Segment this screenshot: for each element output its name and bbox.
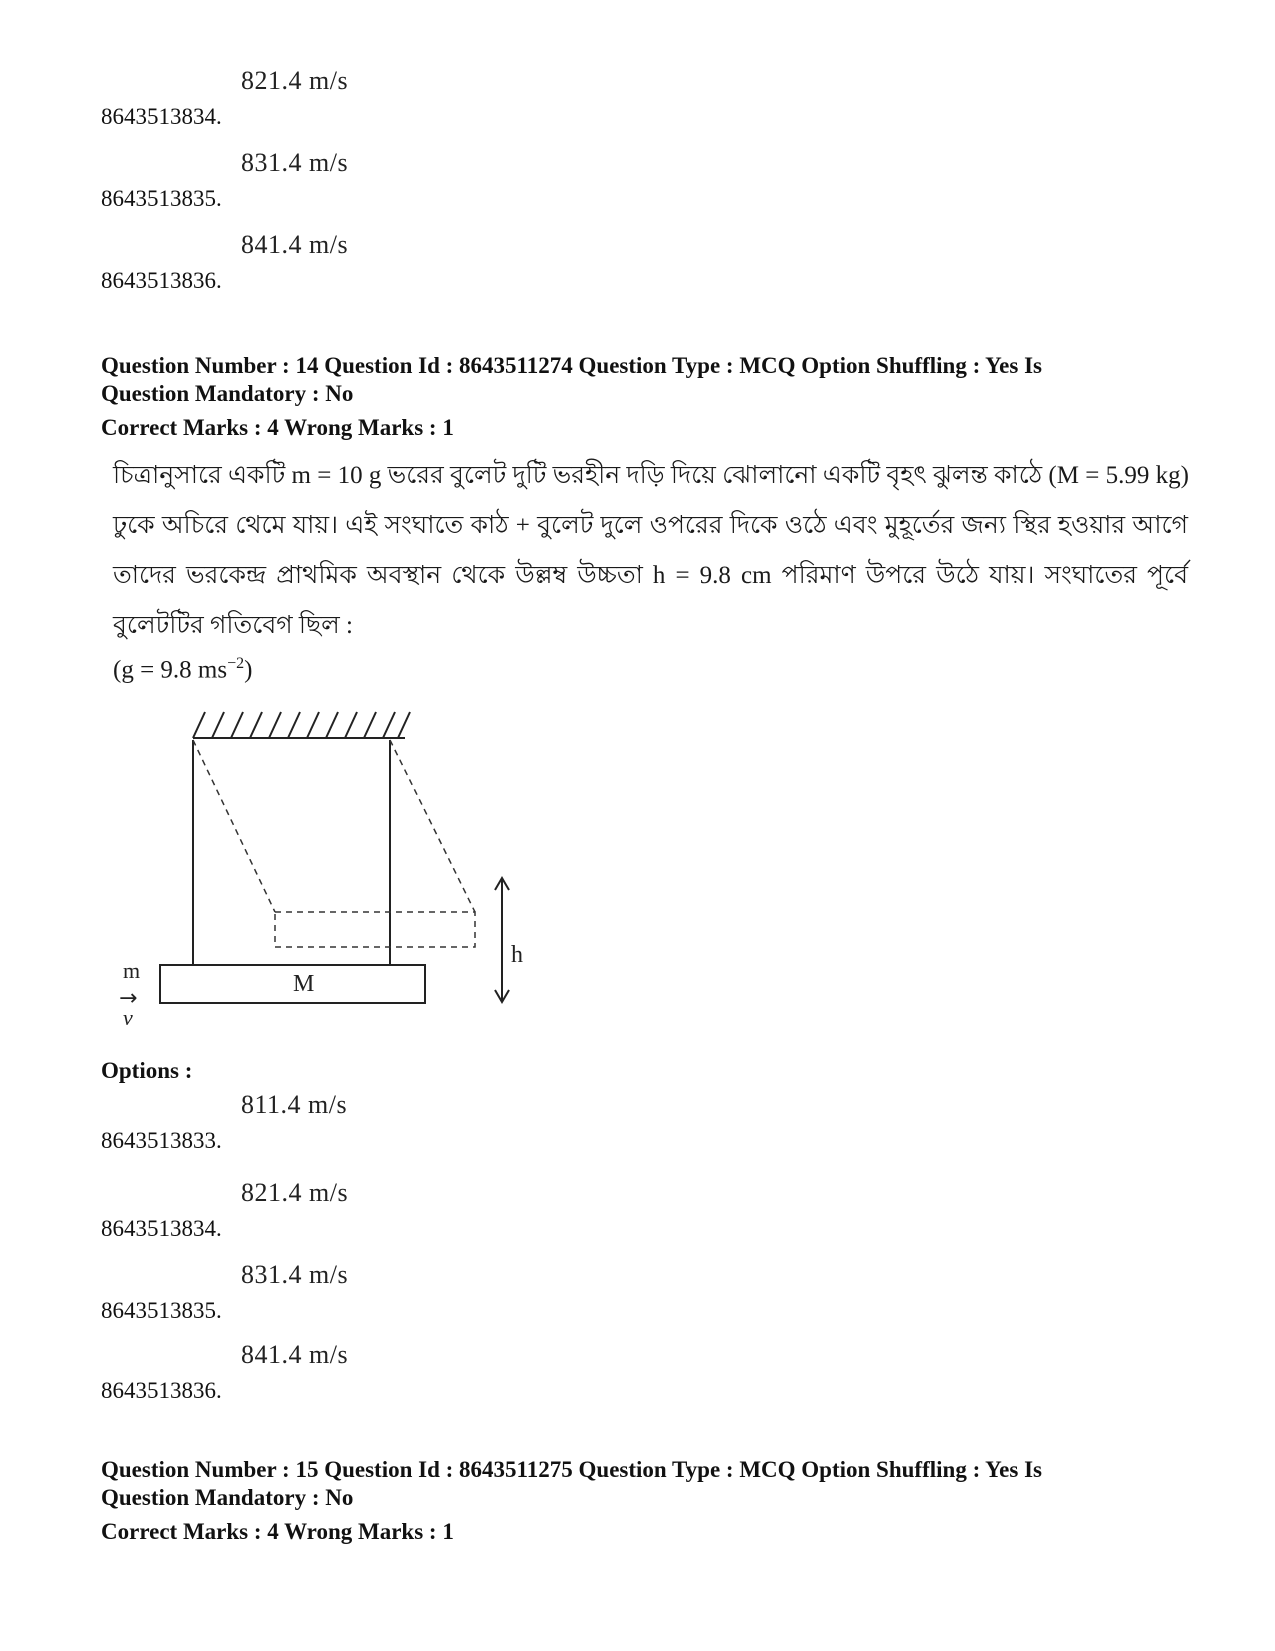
option-id: 8643513834. bbox=[101, 1216, 222, 1241]
question-mandatory: Question Mandatory : No bbox=[101, 1485, 354, 1510]
option-value: 821.4 m/s bbox=[241, 1178, 349, 1207]
option-id: 8643513836. bbox=[101, 268, 222, 293]
question-header: Question Number : 15 Question Id : 8643511275 Question Type : MCQ Option Shuffling : Yes Is bbox=[101, 1457, 1042, 1482]
question-marks: Correct Marks : 4 Wrong Marks : 1 bbox=[101, 1519, 454, 1544]
option-value: 831.4 m/s bbox=[241, 148, 349, 177]
height-label: h bbox=[511, 942, 523, 968]
option-value: 831.4 m/s bbox=[241, 1260, 349, 1289]
option-id: 8643513834. bbox=[101, 104, 222, 129]
option-row bbox=[101, 1262, 701, 1322]
option-value: 821.4 m/s bbox=[241, 66, 349, 95]
bullet-label: m bbox=[123, 958, 141, 983]
option-id: 8643513835. bbox=[101, 186, 222, 211]
pendulum-diagram bbox=[115, 700, 545, 1040]
option-row bbox=[101, 232, 701, 292]
question-text-line: চিত্রানুসারে একটি m = 10 g ভরের বুলেট দুটি ভরহীন দড়ি দিয়ে ঝোলানো একটি বৃহৎ ঝুলন্ত কাঠে (M = 5.99 kg) bbox=[113, 462, 1189, 489]
question-text-line: বুলেটটির গতিবেগ ছিল : bbox=[113, 612, 354, 639]
option-row bbox=[101, 68, 701, 128]
ceiling-hatch bbox=[193, 712, 410, 738]
block-label: M bbox=[293, 971, 315, 997]
question-text-line: ঢুকে অচিরে থেমে যায়। এই সংঘাতে কাঠ + বুলেট দুলে ওপরের দিকে ওঠে এবং মুহূর্তের জন্য স্থির হওয়ার আগে bbox=[113, 512, 1188, 539]
velocity-label: v bbox=[123, 1005, 133, 1030]
option-value: 811.4 m/s bbox=[241, 1090, 348, 1119]
option-value: 841.4 m/s bbox=[241, 230, 349, 259]
question-header: Question Number : 14 Question Id : 8643511274 Question Type : MCQ Option Shuffling : Yes Is bbox=[101, 353, 1042, 378]
height-arrow bbox=[495, 878, 509, 1002]
option-row bbox=[101, 1180, 701, 1240]
question-mandatory: Question Mandatory : No bbox=[101, 381, 354, 406]
options-label: Options : bbox=[101, 1058, 193, 1083]
question-marks: Correct Marks : 4 Wrong Marks : 1 bbox=[101, 415, 454, 440]
option-id: 8643513836. bbox=[101, 1378, 222, 1403]
option-row bbox=[101, 1342, 701, 1402]
gravity-note: (g = 9.8 $ms^{-2}$) bbox=[113, 655, 253, 684]
velocity-arrow: → bbox=[119, 986, 138, 1011]
option-id: 8643513833. bbox=[101, 1128, 222, 1153]
option-value: 841.4 m/s bbox=[241, 1340, 349, 1369]
option-row bbox=[101, 1092, 701, 1152]
question-text-line: তাদের ভরকেন্দ্র প্রাথমিক অবস্থান থেকে উল্লম্ব উচ্চতা h = 9.8 cm পরিমাণ উপরে উঠে যায়। সংঘাতের পূর্বে bbox=[113, 562, 1188, 589]
option-id: 8643513835. bbox=[101, 1298, 222, 1323]
displaced-position bbox=[193, 740, 475, 947]
option-row bbox=[101, 150, 701, 210]
